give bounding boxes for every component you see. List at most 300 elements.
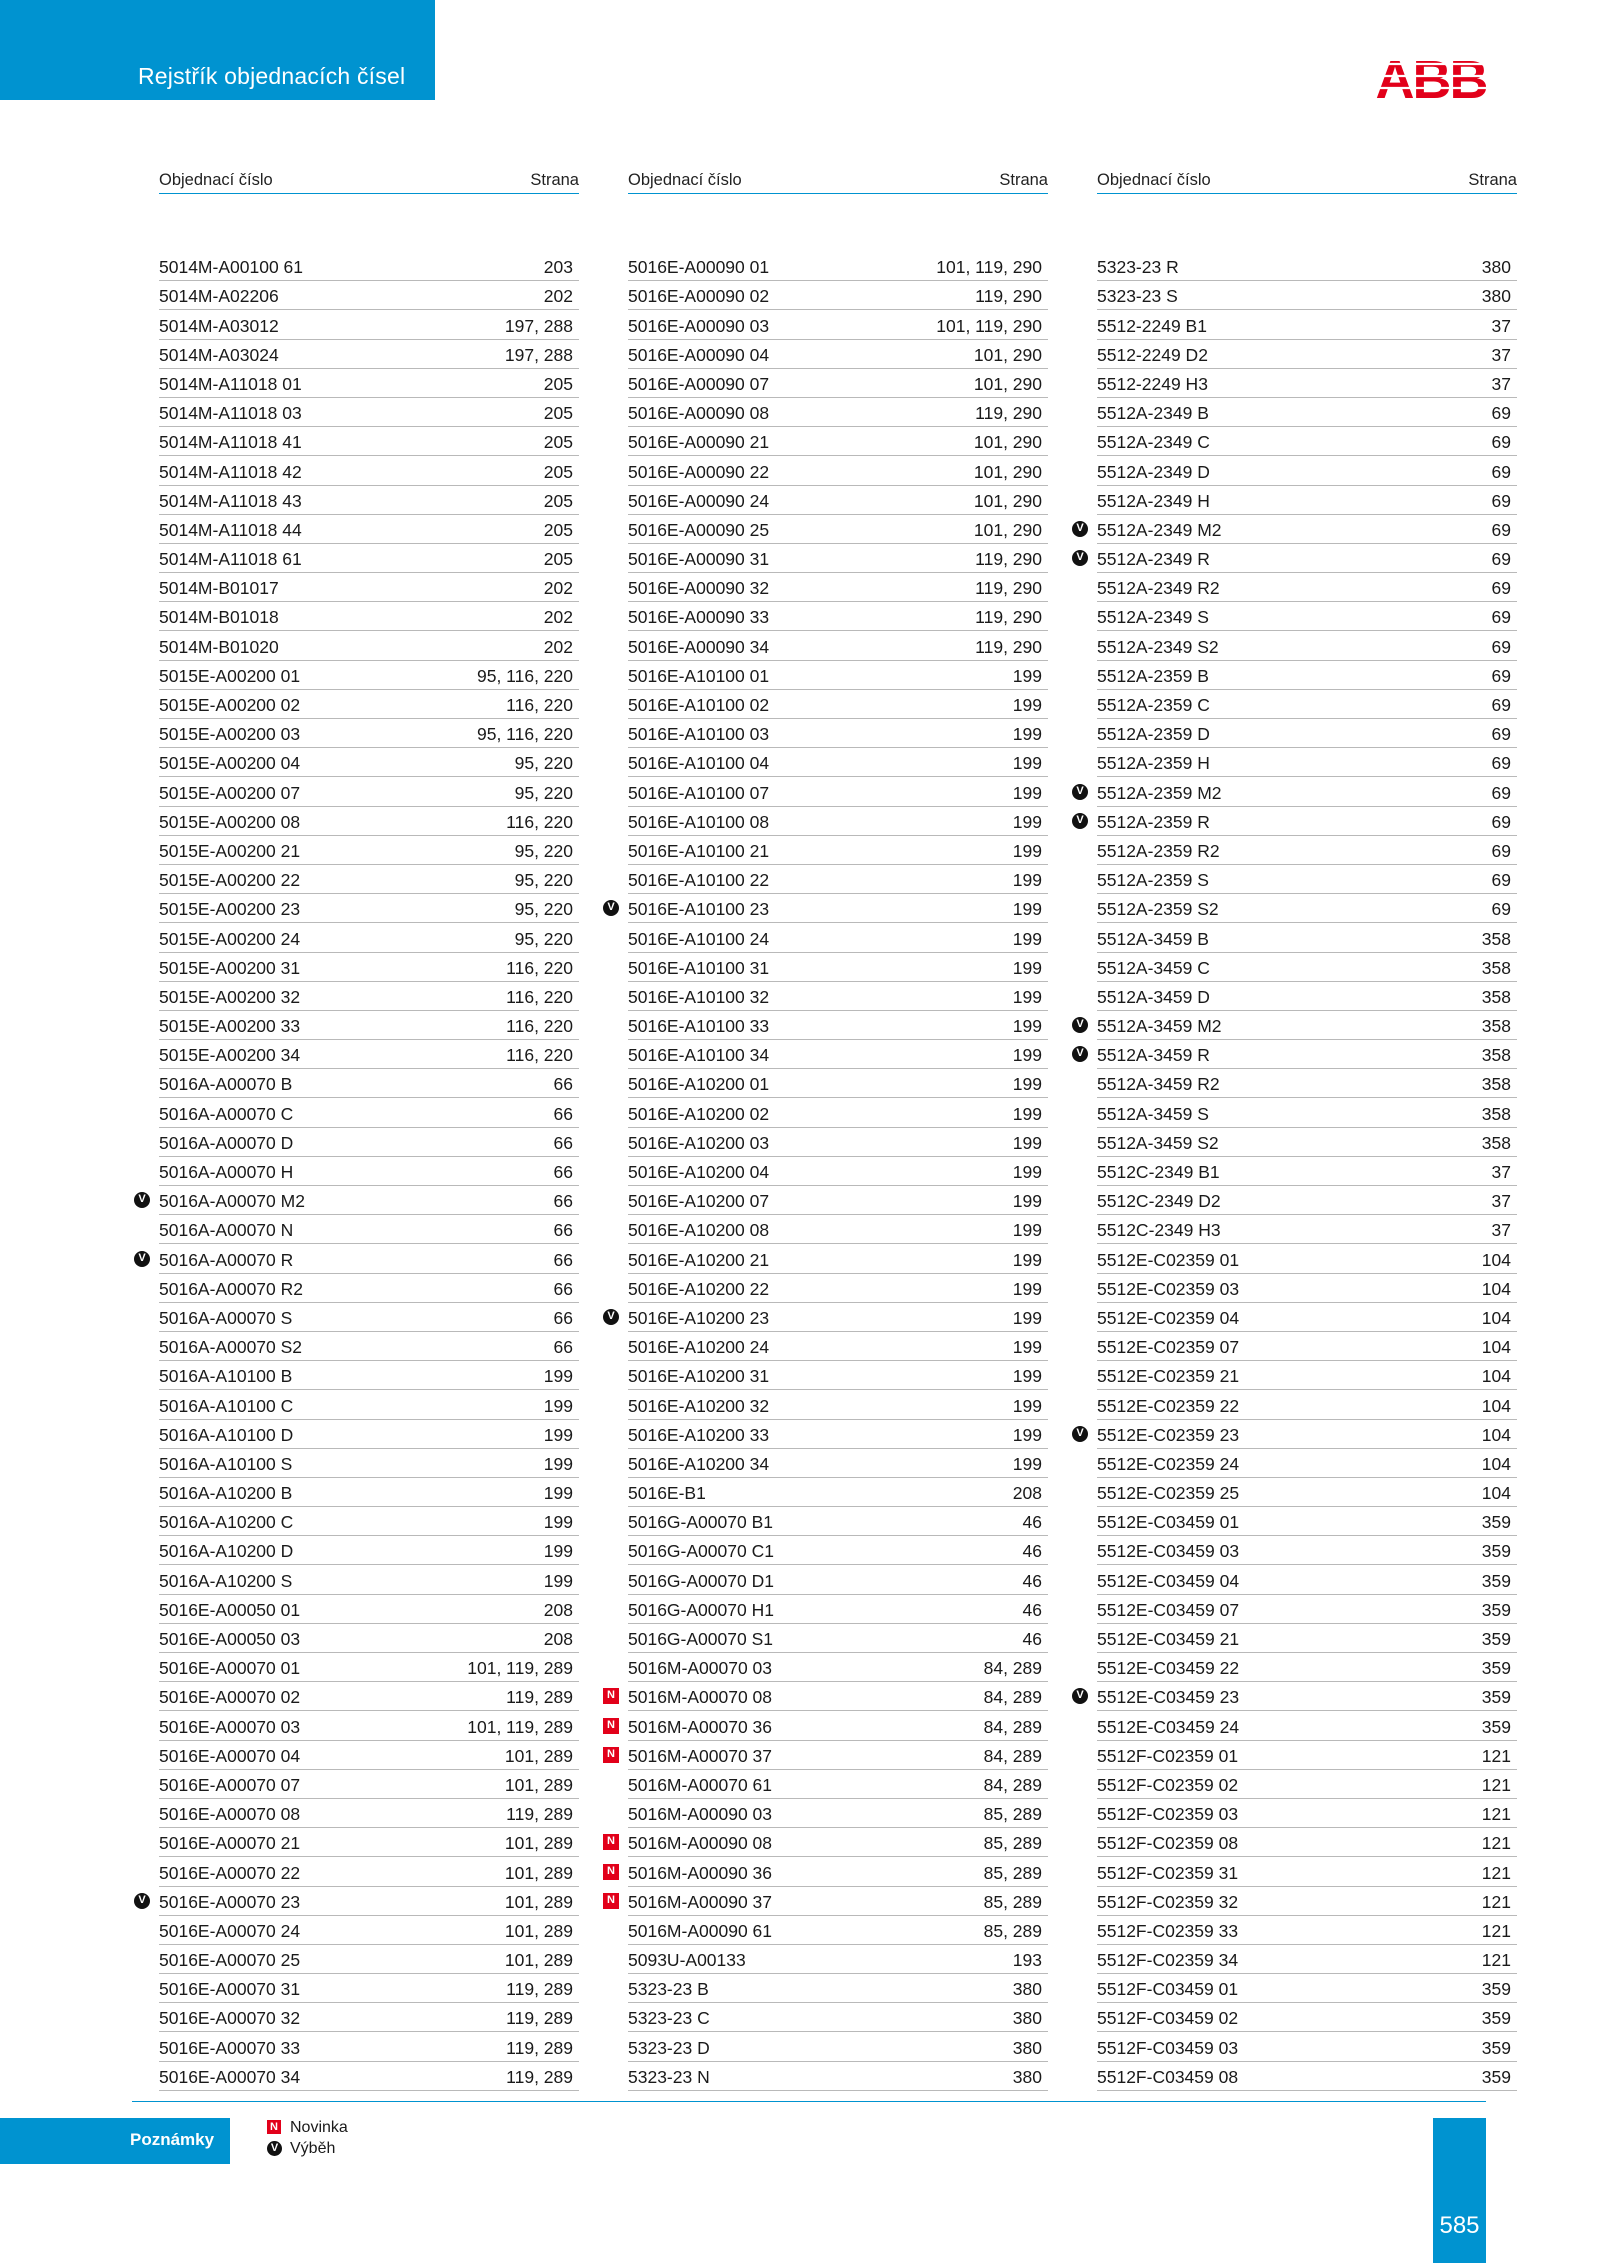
order-number: 5016A-A00070 S2 (159, 1337, 303, 1358)
page-reference: 199 (1012, 1220, 1042, 1241)
index-row (159, 1098, 579, 1127)
page-reference: 69 (1491, 695, 1511, 715)
order-number: 5014M-A03012 (159, 315, 279, 336)
index-row (159, 1040, 579, 1069)
order-number: 5323-23 R (1097, 257, 1179, 278)
index-row (159, 748, 579, 777)
page-reference: 104 (1481, 1307, 1511, 1328)
order-number: 5093U-A00133 (628, 1950, 746, 1971)
order-number: 5016E-A00090 34 (628, 636, 770, 657)
order-number: 5016E-A00090 33 (628, 607, 770, 628)
order-number: 5512F-C02359 01 (1097, 1745, 1239, 1766)
page-reference: 199 (1012, 1249, 1042, 1270)
order-number: 5512A-2349 S (1097, 607, 1209, 628)
order-number: 5512F-C02359 33 (1097, 1920, 1239, 1941)
page-reference: 116, 220 (506, 986, 573, 1007)
page-reference: 199 (1012, 1395, 1042, 1416)
page-reference: 358 (1481, 1132, 1511, 1153)
order-number: 5512F-C02359 08 (1097, 1833, 1239, 1854)
page-reference: 202 (543, 286, 573, 307)
order-number: 5016E-A10100 04 (628, 753, 770, 774)
order-number: 5015E-A00200 04 (159, 753, 301, 774)
index-row (1097, 1390, 1517, 1419)
index-row (159, 1624, 579, 1653)
order-number: 5015E-A00200 32 (159, 986, 301, 1007)
order-number: 5512A-3459 C (1097, 957, 1210, 978)
page-reference: 104 (1481, 1395, 1511, 1416)
order-number: 5512A-2349 D (1097, 461, 1210, 482)
index-column-2 (607, 167, 1048, 2091)
page-reference: 104 (1481, 1278, 1511, 1299)
page-reference: 199 (543, 1570, 573, 1591)
page-reference: 199 (1012, 957, 1042, 978)
legend-label: Novinka (290, 2119, 348, 2136)
page-reference: 358 (1481, 1016, 1511, 1037)
index-row (628, 515, 1048, 544)
page-reference: 66 (553, 1074, 573, 1095)
index-row (1097, 1857, 1517, 1886)
order-number: 5512E-C02359 01 (1097, 1249, 1240, 1270)
index-row (1097, 1595, 1517, 1624)
order-number: 5016A-A10100 D (159, 1424, 294, 1445)
order-number: 5016A-A00070 C (159, 1103, 294, 1124)
legend-label: Výběh (290, 2140, 336, 2157)
index-row (607, 1828, 1048, 1857)
page-reference: 101, 289 (504, 1833, 573, 1854)
order-number: 5016E-A00090 03 (628, 315, 770, 336)
order-number: 5512A-2359 C (1097, 695, 1210, 715)
order-number: 5015E-A00200 34 (159, 1045, 301, 1066)
page-reference: 199 (543, 1483, 573, 1504)
order-number: 5016E-A10100 24 (628, 928, 770, 949)
page-reference: 205 (543, 490, 573, 511)
order-number: 5016M-A00070 61 (628, 1774, 772, 1795)
order-number: 5323-23 N (628, 2066, 710, 2087)
page-reference: 199 (1012, 1103, 1042, 1124)
order-number: 5016E-A00070 03 (159, 1716, 301, 1737)
new-icon: N (603, 1688, 619, 1704)
index-row (1097, 1711, 1517, 1740)
page-reference: 359 (1481, 1979, 1511, 2000)
index-row (628, 427, 1048, 456)
page-reference: 95, 220 (514, 840, 573, 861)
index-row (628, 369, 1048, 398)
order-number: 5016G-A00070 C1 (628, 1541, 774, 1562)
page-reference: 101, 289 (504, 1891, 573, 1912)
header-band (0, 0, 435, 100)
order-number: 5016E-A10100 07 (628, 782, 770, 803)
order-number: 5016E-A00090 07 (628, 373, 770, 394)
order-number: 5016E-A00070 04 (159, 1745, 301, 1766)
phase-out-icon: V (134, 1893, 150, 1909)
order-number: 5016E-A10200 24 (628, 1337, 770, 1358)
page-reference: 202 (543, 578, 573, 599)
index-row (159, 1274, 579, 1303)
page-reference: 199 (1012, 724, 1042, 745)
order-number: 5016E-A00070 07 (159, 1774, 301, 1795)
index-row (159, 1741, 579, 1770)
order-number: 5014M-A00100 61 (159, 257, 303, 278)
new-icon: N (603, 1834, 619, 1850)
index-row (628, 2062, 1048, 2091)
page-reference: 380 (1012, 1979, 1042, 2000)
order-number: 5512F-C03459 08 (1097, 2066, 1239, 2087)
index-row (1097, 252, 1517, 281)
order-number: 5512E-C02359 22 (1097, 1395, 1240, 1416)
index-row (159, 923, 579, 952)
page-reference: 69 (1491, 519, 1511, 540)
index-row (628, 1040, 1048, 1069)
index-row (628, 836, 1048, 865)
page-reference: 101, 290 (973, 490, 1042, 511)
index-row (159, 1303, 579, 1332)
page-reference: 95, 220 (514, 753, 573, 774)
legend (264, 2117, 348, 2159)
index-row (159, 1069, 579, 1098)
index-row (159, 252, 579, 281)
order-number: 5016E-A10200 21 (628, 1249, 770, 1270)
order-number: 5016E-A00090 31 (628, 549, 770, 570)
page-reference: 85, 289 (983, 1862, 1042, 1883)
index-row (607, 1682, 1048, 1711)
page-reference: 95, 116, 220 (476, 665, 573, 686)
page-reference: 69 (1491, 403, 1511, 424)
index-row (628, 1157, 1048, 1186)
order-number: 5016A-A10200 C (159, 1512, 294, 1533)
column-header (1097, 167, 1517, 194)
index-row (628, 1507, 1048, 1536)
order-number: 5512E-C03459 07 (1097, 1599, 1240, 1620)
page-reference: 85, 289 (983, 1920, 1042, 1941)
page-reference: 199 (1012, 1307, 1042, 1328)
index-row (159, 836, 579, 865)
order-number: 5014M-B01017 (159, 578, 279, 599)
order-number: 5512A-2359 S (1097, 870, 1209, 891)
index-row (1097, 1916, 1517, 1945)
page-reference: 66 (553, 1278, 573, 1299)
order-number: 5016E-A00090 32 (628, 578, 770, 599)
page-reference: 199 (1012, 1132, 1042, 1153)
page-reference: 380 (1481, 257, 1511, 278)
rows (138, 252, 579, 2091)
index-row (159, 1390, 579, 1419)
order-number: 5015E-A00200 03 (159, 724, 301, 745)
index-row (159, 310, 579, 339)
order-number: 5016E-A00090 08 (628, 403, 770, 424)
page-title: Rejstřík objednacích čísel (138, 63, 406, 89)
page-reference: 66 (553, 1220, 573, 1241)
order-number: 5016E-A00070 31 (159, 1979, 301, 2000)
order-number: 5016E-A10200 23 (628, 1307, 770, 1328)
order-number: 5512E-C03459 03 (1097, 1541, 1240, 1562)
order-number: 5323-23 D (628, 2037, 710, 2058)
page-reference: 101, 290 (973, 432, 1042, 453)
new-icon: N (267, 2120, 281, 2134)
index-row (1097, 1741, 1517, 1770)
order-number: 5016M-A00070 03 (628, 1658, 772, 1679)
index-row (1097, 661, 1517, 690)
index-row (628, 1945, 1048, 1974)
page-reference: 359 (1481, 1512, 1511, 1533)
page-reference: 95, 220 (514, 870, 573, 891)
index-row (628, 1624, 1048, 1653)
order-number: 5016M-A00090 61 (628, 1920, 772, 1941)
index-row (628, 1595, 1048, 1624)
index-row (1097, 953, 1517, 982)
index-row (159, 486, 579, 515)
page-reference: 208 (1012, 1483, 1042, 1504)
index-row (1097, 1478, 1517, 1507)
page-reference: 46 (1022, 1629, 1042, 1649)
page-reference: 199 (1012, 1162, 1042, 1182)
column-header (628, 167, 1048, 194)
index-row (607, 1857, 1048, 1886)
order-number: 5016E-A00090 04 (628, 344, 770, 365)
index-row (628, 2003, 1048, 2032)
page-reference: 37 (1491, 1220, 1511, 1241)
page-reference: 359 (1481, 1687, 1511, 1708)
page-header: Strana (1468, 171, 1517, 189)
index-row (628, 923, 1048, 952)
index-row (628, 1011, 1048, 1040)
order-number: 5016A-A10100 B (159, 1366, 293, 1387)
order-number: 5512F-C02359 31 (1097, 1862, 1239, 1883)
page-reference: 199 (1012, 1016, 1042, 1037)
page-reference: 116, 220 (506, 695, 573, 715)
phase-out-icon: V (134, 1192, 150, 1208)
page-reference: 66 (553, 1132, 573, 1153)
index-row (1097, 2003, 1517, 2032)
index-row (1076, 1420, 1517, 1449)
page-reference: 203 (543, 257, 573, 278)
index-row (1097, 1069, 1517, 1098)
page-reference: 205 (543, 403, 573, 424)
order-number: 5016E-A00070 24 (159, 1920, 301, 1941)
index-row (159, 631, 579, 660)
order-number: 5014M-A02206 (159, 286, 279, 307)
page-reference: 199 (543, 1424, 573, 1445)
page-reference: 116, 220 (506, 957, 573, 978)
index-row (628, 1770, 1048, 1799)
order-number: 5016E-A10200 31 (628, 1366, 770, 1387)
page-reference: 359 (1481, 2037, 1511, 2058)
page-reference: 359 (1481, 1629, 1511, 1649)
page-reference: 95, 116, 220 (476, 724, 573, 745)
index-row (138, 1887, 579, 1916)
index-row (1097, 281, 1517, 310)
order-number: 5512-2249 D2 (1097, 344, 1208, 365)
page-reference: 119, 289 (506, 1979, 573, 2000)
order-number: 5512E-C03459 01 (1097, 1512, 1240, 1533)
order-number: 5016E-A10100 08 (628, 811, 770, 832)
page-reference: 208 (543, 1629, 573, 1649)
page-reference: 101, 289 (504, 1950, 573, 1971)
order-number: 5015E-A00200 07 (159, 782, 301, 803)
index-row (1076, 807, 1517, 836)
page-reference: 199 (543, 1395, 573, 1416)
page-reference: 121 (1481, 1745, 1511, 1766)
index-row (1097, 748, 1517, 777)
order-number: 5016M-A00070 37 (628, 1745, 772, 1766)
index-row (1097, 456, 1517, 485)
order-number: 5512E-C02359 25 (1097, 1483, 1240, 1504)
index-column-1 (138, 167, 579, 2091)
order-number: 5512E-C03459 24 (1097, 1716, 1240, 1737)
phase-out-icon: V (1072, 1046, 1088, 1062)
page-reference: 380 (1012, 2066, 1042, 2087)
page-reference: 359 (1481, 1716, 1511, 1737)
order-number: 5016E-A10200 22 (628, 1278, 770, 1299)
index-row (159, 369, 579, 398)
page-reference: 380 (1012, 2008, 1042, 2029)
page-header: Strana (999, 171, 1048, 189)
order-number: 5016G-A00070 D1 (628, 1570, 774, 1591)
order-number: 5016E-A10100 22 (628, 870, 770, 891)
order-number: 5016E-A00090 24 (628, 490, 770, 511)
order-number: 5015E-A00200 21 (159, 840, 301, 861)
order-number: 5512A-2359 D (1097, 724, 1210, 745)
order-number: 5016E-A00070 34 (159, 2066, 301, 2087)
index-row (159, 1507, 579, 1536)
order-number: 5016G-A00070 B1 (628, 1512, 773, 1533)
page-reference: 199 (1012, 840, 1042, 861)
svg-text:ABB: ABB (1376, 52, 1487, 102)
order-number: 5016G-A00070 H1 (628, 1599, 774, 1620)
order-number: 5016E-A00070 33 (159, 2037, 301, 2058)
index-row (1097, 1332, 1517, 1361)
page-reference: 84, 289 (983, 1658, 1042, 1679)
index-row (628, 340, 1048, 369)
index-row (138, 1244, 579, 1273)
code-header: Objednací číslo (1097, 171, 1211, 189)
index-row (628, 748, 1048, 777)
index-row (628, 982, 1048, 1011)
order-number: 5014M-A11018 41 (159, 432, 302, 453)
index-row (628, 1536, 1048, 1565)
page-reference: 85, 289 (983, 1804, 1042, 1825)
order-number: 5016M-A00090 36 (628, 1862, 772, 1883)
new-icon: N (603, 1747, 619, 1763)
page-reference: 95, 220 (514, 782, 573, 803)
order-number: 5016A-A00070 H (159, 1162, 294, 1182)
index-row (607, 894, 1048, 923)
page-reference: 46 (1022, 1541, 1042, 1562)
index-row (628, 1478, 1048, 1507)
phase-out-icon: V (1072, 1688, 1088, 1704)
column-header (159, 167, 579, 194)
page-reference: 199 (1012, 665, 1042, 686)
order-number: 5014M-A11018 01 (159, 373, 302, 394)
order-number: 5016E-A10200 01 (628, 1074, 770, 1095)
page-reference: 119, 289 (506, 1687, 573, 1708)
page-reference: 119, 289 (506, 2037, 573, 2058)
order-number: 5512A-3459 D (1097, 986, 1210, 1007)
index-row (1097, 690, 1517, 719)
page-reference: 199 (1012, 695, 1042, 715)
order-number: 5016E-A10100 33 (628, 1016, 770, 1037)
index-row (1097, 1128, 1517, 1157)
order-number: 5016A-A00070 N (159, 1220, 294, 1241)
index-row (628, 661, 1048, 690)
page-reference: 69 (1491, 870, 1511, 891)
order-number: 5512A-2359 R2 (1097, 840, 1220, 861)
index-row (607, 1887, 1048, 1916)
index-row (1076, 1682, 1517, 1711)
page-reference: 85, 289 (983, 1833, 1042, 1854)
index-row (607, 1303, 1048, 1332)
index-row (628, 807, 1048, 836)
index-row (607, 1741, 1048, 1770)
order-number: 5016E-A00090 21 (628, 432, 770, 453)
page-reference: 69 (1491, 432, 1511, 453)
index-row (628, 1098, 1048, 1127)
rows (607, 252, 1048, 2091)
phase-out-icon: V (134, 1251, 150, 1267)
order-number: 5512A-2359 S2 (1097, 899, 1219, 920)
page-reference: 46 (1022, 1599, 1042, 1620)
index-row (628, 1653, 1048, 1682)
index-row (628, 1916, 1048, 1945)
index-row (159, 1128, 579, 1157)
index-row (628, 456, 1048, 485)
legend-item-new (264, 2117, 348, 2138)
index-row (159, 340, 579, 369)
order-number: 5016A-A10100 C (159, 1395, 294, 1416)
index-row (628, 602, 1048, 631)
index-row (159, 456, 579, 485)
index-row (1076, 777, 1517, 806)
index-row (628, 1974, 1048, 2003)
order-number: 5014M-A03024 (159, 344, 279, 365)
order-number: 5512F-C02359 02 (1097, 1774, 1239, 1795)
page-reference: 359 (1481, 2008, 1511, 2029)
index-row (159, 1361, 579, 1390)
order-number: 5323-23 B (628, 1979, 709, 2000)
index-row (1076, 1011, 1517, 1040)
page-reference: 85, 289 (983, 1891, 1042, 1912)
index-row (1097, 1887, 1517, 1916)
order-number: 5512E-C02359 03 (1097, 1278, 1240, 1299)
notes-band (0, 2118, 230, 2164)
order-number: 5016A-A00070 R2 (159, 1278, 303, 1299)
page-reference: 84, 289 (983, 1687, 1042, 1708)
index-row (159, 1449, 579, 1478)
page-reference: 119, 290 (975, 549, 1042, 570)
page-reference: 101, 289 (504, 1745, 573, 1766)
page-reference: 101, 289 (504, 1862, 573, 1883)
index-row (607, 1711, 1048, 1740)
index-row (159, 953, 579, 982)
page-reference: 119, 290 (975, 636, 1042, 657)
page-reference: 69 (1491, 461, 1511, 482)
order-number: 5016E-A10200 07 (628, 1191, 770, 1212)
order-number: 5512C-2349 B1 (1097, 1162, 1220, 1182)
index-row (159, 1332, 579, 1361)
order-number: 5016A-A00070 B (159, 1074, 293, 1095)
page-reference: 66 (553, 1337, 573, 1358)
index-row (628, 865, 1048, 894)
order-number: 5512F-C03459 01 (1097, 1979, 1239, 2000)
page-reference: 197, 288 (504, 315, 573, 336)
new-icon: N (603, 1718, 619, 1734)
index-row (628, 953, 1048, 982)
phase-out-icon: V (603, 1309, 619, 1325)
page-reference: 104 (1481, 1424, 1511, 1445)
index-row (628, 1128, 1048, 1157)
page-reference: 95, 220 (514, 899, 573, 920)
page-reference: 69 (1491, 899, 1511, 920)
order-number: 5016E-A10100 21 (628, 840, 770, 861)
